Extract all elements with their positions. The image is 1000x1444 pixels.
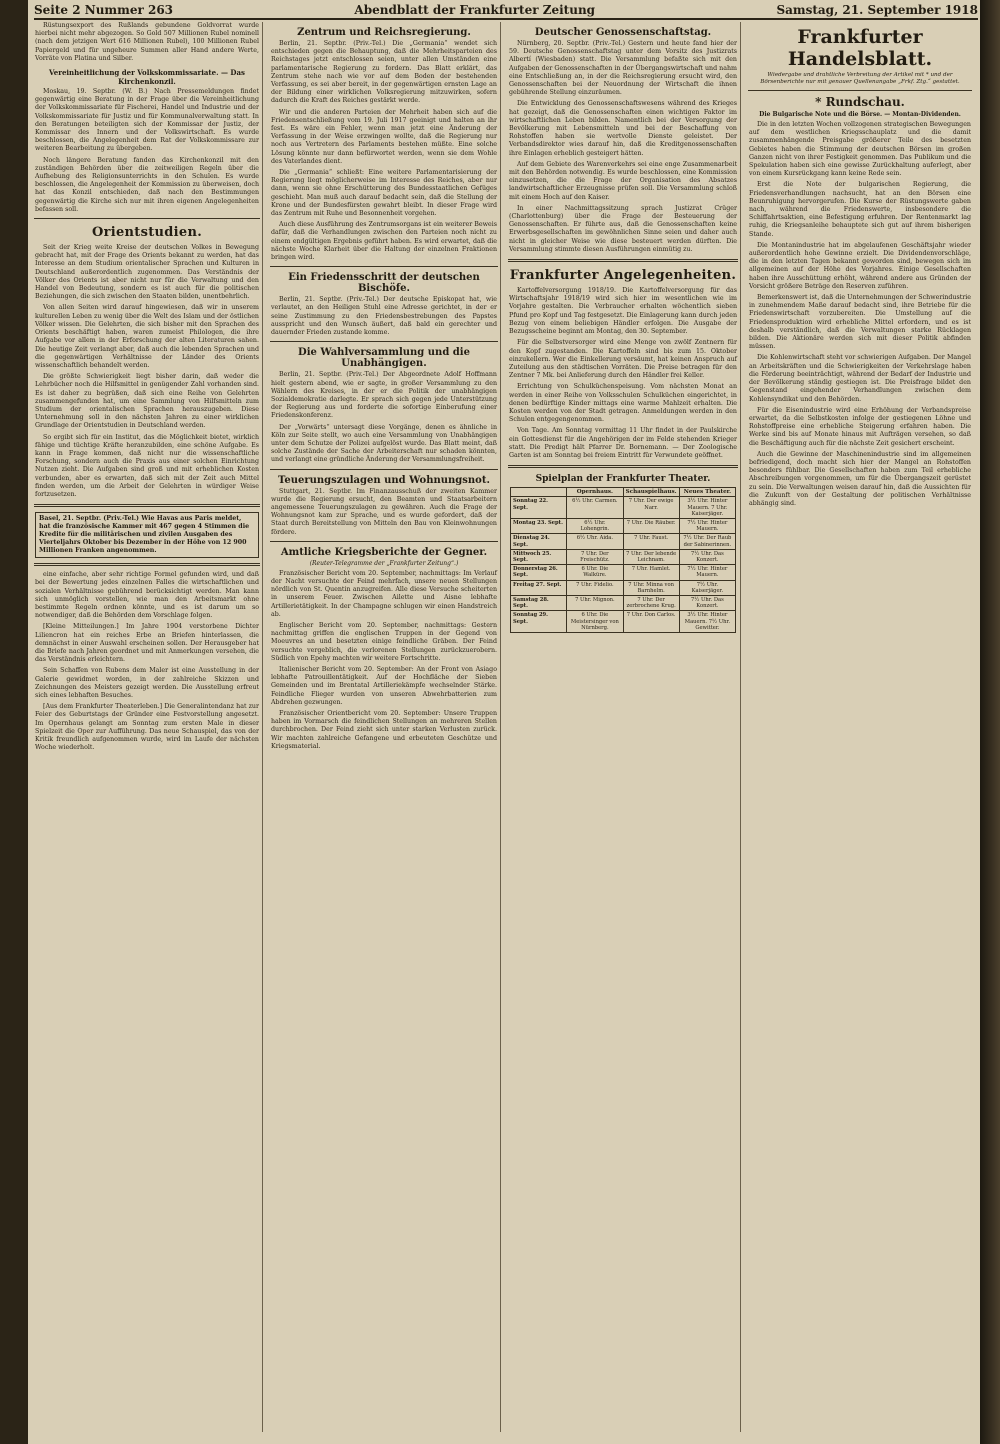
article-text: Für die Selbstversorger wird eine Menge von zwölf Zentnern für den Kopf zugestanden. Die Kartoffeln sind bis zum 15. Oktober einzukellern. Wer die Einkellerung versäumt, hat keinen Anspruch auf Zuteilung aus den städtischen Vorräten. Die Preise betragen für den Zentner 7 Mk. bei Anlieferung durch den Händler frei Keller.	[509, 339, 737, 380]
article-text: Nürnberg, 20. Septbr. (Priv.-Tel.) Gestern und heute fand hier der 59. Deutsche Genossenschaftstag unter dem Vorsitz des Justizrats Albertí (Wiesbaden) statt. Die Versammlung befaßte sich mit den Aufgaben der Genossenschaften in der Übergangswirtschaft und nahm eine Entschließung an, in der die Reichsregierung ersucht wird, den Genossenschaften bei der Neuordnung der Wirtschaft die ihnen gebührende Stellung einzuräumen.	[509, 40, 737, 97]
theater-schedule-table	[510, 487, 736, 633]
issue-date: Samstag, 21. September 1918	[776, 3, 978, 17]
table-cell-oper: 7 Uhr. Mignon.	[567, 595, 623, 610]
divider	[270, 469, 498, 470]
table-row	[511, 565, 736, 580]
article-text: Die Kohlenwirtschaft steht vor schwierigen Aufgaben. Der Mangel an Arbeitskräften und die Schwierigkeiten der Verkehrslage haben die Förderung beeinträchtigt, während der Bedarf der Industrie und der Bevölkerung ständig gestiegen ist. Die Preisfrage bildet den Gegenstand eingehender Verhandlungen zwischen dem Kohlensyndikat und den Behörden.	[749, 354, 971, 403]
table-cell-schau: 7 Uhr. Faust.	[623, 534, 679, 549]
article-text: eine einfache, aber sehr richtige Formel gefunden wird, und daß bei der Bewertung jedes einzelnen Falles die wirtschaftlichen und sozialen Verhältnisse gebührend berücksichtigt werden. Man kann sich unmöglich vorstellen, wie man den Arbeitsmarkt ohne bestimmte Regeln ordnen könnte, und es ist darum um so notwendiger, daß die Behörden dem Vorschlage folgen.	[35, 571, 259, 620]
section-title: Frankfurter Angelegenheiten.	[509, 268, 737, 284]
article-text: Die Entwicklung des Genossenschaftswesens während des Krieges hat gezeigt, daß die Genossenschaften einen wichtigen Faktor im wirtschaftlichen Leben bilden. Namentlich bei der Versorgung der Bevölkerung mit Lebensmitteln und bei der Beschaffung von Rohstoffen haben sie wertvolle Dienste geleistet. Der Verbandsdirektor wies darauf hin, daß die Kreditgenossenschaften ihre Einlagen erheblich gesteigert hätten.	[509, 100, 737, 157]
table-cell-schau: 7 Uhr. Der ewige Narr.	[623, 497, 679, 519]
table-cell-neues: 7½ Uhr. Das Konzert.	[679, 595, 735, 610]
table-cell-neues: 7½ Uhr. Das Konzert.	[679, 549, 735, 564]
article-text: In einer Nachmittagssitzung sprach Justizrat Crüger (Charlottenburg) über die Frage der Besteuerung der Genossenschaften. Er führte aus, daß die Genossenschaften keine Erwerbsgesellschaften im gewöhnlichen Sinne seien und daher auch nicht in gleicher Weise wie diese besteuert werden dürften. Die Versammlung stimmte diesen Ausführungen einmütig zu.	[509, 204, 737, 253]
article-text: Stuttgart, 21. Septbr. Im Finanzausschuß der zweiten Kammer wurde die Regierung ersucht, den Beamten und Staatsarbeitern angemessene Teuerungszulagen zu gewähren. Auch die Frage der Wohnungsnot kam zur Sprache, und es wurde gefordert, daß der Staat durch Bereitstellung von Mitteln den Bau von Kleinwohnungen fördere.	[271, 487, 497, 536]
column-2	[268, 22, 501, 1432]
article-text: Kartoffelversorgung 1918/19. Die Kartoffelversorgung für das Wirtschaftsjahr 1918/19 wird sich hier im wesentlichen wie im Vorjahre gestalten. Die Verbraucher erhalten wöchentlich sieben Pfund pro Kopf und Tag festgesetzt. Die Einlagerung kann durch jeden Bezug von einem beliebigen Händler erfolgen. Die Ausgabe der Bezugsscheine beginnt am Montag, den 30. September.	[509, 287, 737, 336]
newspaper-page	[28, 0, 980, 1444]
table-cell-day: Freitag 27. Sept.	[511, 580, 567, 595]
table-cell-oper: 6 Uhr. Die Meistersinger von Nürnberg.	[567, 611, 623, 633]
theater-schedule-title: Spielplan der Frankfurter Theater.	[535, 474, 711, 485]
article-text: Die in den letzten Wochen vollzogenen strategischen Bewegungen auf dem westlichen Kriegsschauplatz und die damit zusammenhängende Preisgabe größerer Teile des besetzten Gebietes haben die Stimmung der deutschen Börsen im großen Ganzen nicht von ihrer Festigkeit genommen. Das Publikum und die Spekulation haben sich eine gewisse Zurückhaltung auferlegt, aber von einem Kursrückgang kann keine Rede sein.	[749, 121, 971, 178]
article-source: (Reuter-Telegramme der „Frankfurter Zeitung“.)	[309, 559, 459, 567]
article-text: Italienischer Bericht vom 20. September: An der Front von Asiago lebhafte Patrouillentätigkeit. Auf der Hochfläche der Sieben Gemeinden und im Brentatal Artilleriekämpfe wechselnder Stärke. Feindliche Flieger wurden von unseren Abwehrbatterien zum Abdrehen gezwungen.	[271, 665, 497, 706]
table-header	[511, 488, 567, 497]
divider	[508, 259, 738, 262]
table-cell-neues: 7½ Uhr. Hinter Mauern.	[679, 518, 735, 533]
article-text: Auch die Gewinne der Maschinenindustrie sind im allgemeinen befriedigend, doch macht sich hier der Mangel an Rohstoffen besonders fühlbar. Die Gesellschaften haben zum Teil erhebliche Abschreibungen vorgenommen, um für die Übergangszeit gerüstet zu sein. Die Verwaltungen weisen darauf hin, daß die Aussichten für die Zukunft von der Gestaltung der politischen Verhältnisse abhängig sind.	[749, 450, 971, 507]
divider	[508, 465, 738, 468]
article-text: Bemerkenswert ist, daß die Unternehmungen der Schwerindustrie in zunehmendem Maße darauf bedacht sind, ihre Betriebe für die Friedenswirtschaft vorzubereiten. Die Umstellung auf die Friedensproduktion wird erhebliche Mittel erfordern, und es ist deshalb verständlich, daß die Verwaltungen starke Rücklagen bilden. Die Aktionäre werden sich mit dieser Politik abfinden müssen.	[749, 294, 971, 351]
table-cell-oper: 6½ Uhr. Aida.	[567, 534, 623, 549]
table-row	[511, 549, 736, 564]
table-cell-day: Mittwoch 25. Sept.	[511, 549, 567, 564]
divider	[270, 541, 498, 542]
article-text: Wir und die anderen Parteien der Mehrheit haben sich auf die Friedensentschließung vom 19. Juli 1917 geeinigt und halten an ihr fest. Es wäre ein Fehler, wenn man jetzt eine Änderung der Verfassung in der Weise erzwingen wollte, daß die Regierung nur noch aus Vertretern des Parlaments bestehen müßte. Eine solche Lösung könnte nur dann befürwortet werden, wenn sie dem Wohle des Vaterlandes dient.	[271, 108, 497, 165]
table-header: Schauspielhaus.	[623, 488, 679, 497]
article-text: Englischer Bericht vom 20. September, nachmittags: Gestern nachmittag griffen die englischen Truppen in der Gegend von Moeuvres an und besetzten einige feindliche Gräben. Der Feind versuchte vergeblich, die verlorenen Stellungen zurückzuerobern. Südlich von Epehy machten wir weitere Fortschritte.	[271, 621, 497, 662]
article-text: Sein Schaffen von Rubens dem Maler ist eine Ausstellung in der Galerie gewidmet worden, in der zahlreiche Skizzen und Zeichnungen des Meisters gezeigt werden. Die Ausstellung erfreut sich eines lebhaften Besuches.	[35, 667, 259, 699]
table-cell-neues: 7½ Uhr. Hinter Mauern.	[679, 565, 735, 580]
table-cell-neues: 7½ Uhr. Kaiserjäger.	[679, 580, 735, 595]
section-title: Frankfurter Handelsblatt.	[787, 26, 933, 70]
article-text: Erst die Note der bulgarischen Regierung, die Friedensverhandlungen nachsucht, hat an den Börsen eine Beunruhigung hervorgerufen. Die Kurse der Rüstungswerte gaben nach, während die Friedenswerte, insbesondere die Schiffahrtsaktien, eine Befestigung erfuhren. Der Rentenmarkt lag ruhig, die Kriegsanleihe behauptete sich gut auf ihrem bisherigen Stande.	[749, 181, 971, 238]
article-text: [Kleine Mitteilungen.] Im Jahre 1904 verstorbene Dichter Liliencron hat ein reiches Erbe an Briefen hinterlassen, die demnächst in einer Auswahl erscheinen sollen. Der Herausgeber hat die Briefe nach Jahren geordnet und mit Anmerkungen versehen, die das Verständnis erleichtern.	[35, 623, 259, 664]
article-text: [Aus dem Frankfurter Theaterleben.] Die Generalintendanz hat zur Feier des Geburtstags der Gründer eine Festvorstellung angesetzt. Im Opernhaus gelangt am Sonntag zum ersten Male in dieser Spielzeit die Oper zur Aufführung. Das neue Schauspiel, das von der Kritik freundlich aufgenommen wurde, wird im Laufe der nächsten Woche wiederholt.	[35, 703, 259, 752]
divider	[270, 341, 498, 342]
table-cell-day: Sonntag 22. Sept.	[511, 497, 567, 519]
table-header: Opernhaus.	[567, 488, 623, 497]
article-text: Die Montanindustrie hat im abgelaufenen Geschäftsjahr wieder außerordentlich hohe Gewinne erzielt. Die Dividendenvorschläge, die in den letzten Tagen bekannt geworden sind, bewegen sich im allgemeinen auf der Höhe des Vorjahres. Einige Gesellschaften haben ihre Ausschüttung erhöht, während andere aus Gründen der Vorsicht größere Beträge den Reserven zuführen.	[749, 241, 971, 290]
table-cell-oper: 7 Uhr. Der Freischütz.	[567, 549, 623, 564]
table-cell-schau: 7 Uhr. Minna von Barnhelm.	[623, 580, 679, 595]
divider	[270, 266, 498, 267]
table-cell-schau: 7 Uhr. Der lebende Leichnam.	[623, 549, 679, 564]
table-cell-day: Montag 23. Sept.	[511, 518, 567, 533]
table-row	[511, 595, 736, 610]
table-cell-neues: 7½ Uhr. Der Raub der Sabinerinnen.	[679, 534, 735, 549]
article-headline: * Rundschau.	[815, 95, 905, 109]
article-text: Die „Germania“ schließt: Eine weitere Parlamentarisierung der Regierung liegt möglicherweise im Interesse des Reiches, aber nur dann, wenn sie ohne Erschütterung des Bundesstaatlichen Gefüges geschieht. Man muß auch darauf bedacht sein, daß die Stellung der Krone und der Bundesfürsten gewahrt bleibt. In dieser Frage wird das Zentrum mit Ruhe und Besonnenheit vorgehen.	[271, 169, 497, 218]
article-headline: Deutscher Genossenschaftstag.	[534, 27, 712, 38]
article-text: Die größte Schwierigkeit liegt bisher darin, daß weder die Lehrbücher noch die Hilfsmittel in genügender Zahl vorhanden sind. Es ist daher zu begrüßen, daß sich eine Reihe von Gelehrten zusammengefunden hat, um eine Sammlung von Hilfsmitteln zum Studium der orientalischen Sprachen herauszugeben. Diese Unternehmung soll in den nächsten Jahren zu einer wirklichen Grundlage der Orientstudien in Deutschland werden.	[35, 373, 259, 430]
divider	[34, 504, 260, 507]
article-text: Moskau, 19. Septbr. (W. B.) Nach Pressemeldungen findet gegenwärtig eine Beratung in der Frage über die Vereinheitlichung der Volkskommissariate für Fischerei, Handel und Industrie und der Volkskommissariate für Justiz und für Kommunalverwaltung statt. In den Beratungen beteiligten sich der Kommissar der Justiz, der Kommissar des Innern und der Volkswirtschaft. Es wurde beschlossen, die Angelegenheit dem Rat der Volkskommissare zur weiteren Bearbeitung zu übergeben.	[35, 88, 259, 153]
article-text: Von Tage. Am Sonntag vormittag 11 Uhr findet in der Paulskirche ein Gottesdienst für die Angehörigen der im Felde stehenden Krieger statt. Die Predigt hält Pfarrer Dr. Bornemann. — Der Zoologische Garten ist am Sonntag bei freiem Eintritt für Verwundete geöffnet.	[509, 427, 737, 459]
column-1	[32, 22, 263, 1432]
table-cell-neues: 3½ Uhr. Hinter Mauern. 7½ Uhr. Gewitter.	[679, 611, 735, 633]
table-cell-schau: 7 Uhr. Die Räuber.	[623, 518, 679, 533]
article-headline: Zentrum und Reichsregierung.	[297, 27, 471, 38]
table-cell-oper: 6 Uhr. Die Walküre.	[567, 565, 623, 580]
article-text: Errichtung von Schulküchenspeisung. Vom nächsten Monat an werden in einer Reihe von Volksschulen Schulküchen eingerichtet, in denen bedürftige Kinder mittags eine warme Mahlzeit erhalten. Die Kosten werden von der Stadt getragen. Anmeldungen werden in den Schulen entgegengenommen.	[509, 383, 737, 424]
table-cell-day: Dienstag 24. Sept.	[511, 534, 567, 549]
article-text: Für die Eisenindustrie wird eine Erhöhung der Verbandspreise erwartet, da die Selbstkosten infolge der gestiegenen Löhne und Rohstoffpreise eine erhebliche Steigerung erfahren haben. Die Werke sind bis auf Monate hinaus mit Aufträgen versehen, so daß die Beschäftigung auch für die nächste Zeit gesichert erscheint.	[749, 406, 971, 447]
divider	[748, 90, 972, 91]
article-headline: Vereinheitlichung der Volkskommissariate. — Das Kirchenkonzil.	[49, 68, 245, 87]
section-title: Orientstudien.	[91, 225, 203, 241]
article-text: Seit der Krieg weite Kreise der deutschen Volkes in Bewegung gebracht hat, mit der Frage des Orients bekannt zu werden, hat das Interesse an dem Studium orientalischer Sprachen und Kulturen in Deutschland außerordentlich zugenommen. Das Verständnis der Völker des Orients ist aber nicht nur für die Verwaltung und den Handel von Bedeutung, sondern es ist auch für die politischen Beziehungen, die sich zwischen den Staaten bilden, unentbehrlich.	[35, 244, 259, 301]
article-headline: Amtliche Kriegsberichte der Gegner.	[280, 546, 488, 558]
table-cell-oper: 6½ Uhr. Carmen.	[567, 497, 623, 519]
table-cell-day: Samstag 28. Sept.	[511, 595, 567, 610]
table-header: Neues Theater.	[679, 488, 735, 497]
page-number: Seite 2 Nummer 263	[34, 3, 174, 17]
table-row	[511, 580, 736, 595]
article-headline: Ein Friedensschritt der deutschen Bischöfe.	[288, 272, 480, 295]
article-text: Französischer Bericht vom 20. September, nachmittags: Im Verlauf der Nacht versuchte der Feind mehrfach, unsere neuen Stellungen nördlich von St. Quentin anzugreifen. Alle diese Versuche scheiterten in unserem Feuer. Zwischen Ailette und Aisne lebhafte Artillerietätigkeit. In der Champagne schlugen wir einen Handstreich ab.	[271, 569, 497, 618]
table-row	[511, 518, 736, 533]
table-cell-oper: 7 Uhr. Fidelio.	[567, 580, 623, 595]
article-text: So ergibt sich für ein Institut, das die Möglichkeit bietet, wirklich fähige und tüchtige Kräfte heranzubilden, eine schöne Aufgabe. Es kann in Frage kommen, daß nicht nur die wissenschaftliche Forschung, sondern auch die Praxis aus einer solchen Einrichtung Nutzen zieht. Die Aufgaben sind groß und mit erheblichen Kosten verbunden, aber es erwarten, daß sich mit der Zeit auch Mittel finden werden, um die Arbeit der Gelehrten in würdiger Weise fortzusetzen.	[35, 433, 259, 498]
copyright-note: Wiedergabe und drahtliche Verbreitung der Artikel mit * und der Börsenberichte nur mit genauer Quellenangabe „Frkf. Ztg.“ gestattet.	[760, 72, 960, 85]
table-row	[511, 497, 736, 519]
table-cell-schau: 7 Uhr. Der zerbrochene Krug.	[623, 595, 679, 610]
table-row	[511, 611, 736, 633]
article-text: Rüstungsexport des Rußlands gebundene Goldvorrat wurde hierbei nicht mehr abgezogen. So Gold 507 Millionen Rubel nominell (nach dem jetzigen Wert 616 Millionen Rubel), 100 Millionen Rubel Papiergeld und für ungeheure Summen aller Hand andere Werte, Vorräte von Platina und Silber.	[35, 22, 259, 62]
article-text: Berlin, 21. Septbr. (Priv.-Tel.) Der Abgeordnete Adolf Hoffmann hielt gestern abend, wie er sagte, in großer Versammlung zu den Wählern des Kreises, in der er die Politik der unabhängigen Sozialdemokratie darlegte. Er sprach sich gegen jede Unterstützung der Regierung aus und forderte die sofortige Einberufung einer Friedenskonferenz.	[271, 371, 497, 420]
article-text: Berlin, 21. Septbr. (Priv.-Tel.) Der deutsche Episkopat hat, wie verlautet, an den Heiligen Stuhl eine Adresse gerichtet, in der er seine Zustimmung zu den Friedensbestrebungen des Papstes ausspricht und den Wunsch äußert, daß bald ein gerechter und dauernder Frieden zustande komme.	[271, 296, 497, 337]
article-headline: Teuerungszulagen und Wohnungsnot.	[278, 474, 490, 486]
news-box: Basel, 21. Septbr. (Priv.-Tel.) Wie Havas aus Paris meldet, hat die französische Kammer mit 467 gegen 4 Stimmen die Kredite für die militärischen und zivilen Ausgaben des Vierteljahrs Oktober bis Dezember in der Höhe von 12 900 Millionen Franken angenommen.	[35, 512, 259, 558]
table-cell-schau: 7 Uhr. Hamlet.	[623, 565, 679, 580]
masthead	[34, 2, 978, 20]
article-subheadline: Die Bulgarische Note und die Börse. — Montan-Dividenden.	[759, 111, 961, 118]
table-cell-neues: 3½ Uhr. Hinter Mauern. 7 Uhr. Kaiserjäger.	[679, 497, 735, 519]
column-3	[506, 22, 741, 1432]
article-headline: Die Wahlversammlung und die Unabhängigen.	[298, 347, 470, 370]
article-text: Auch diese Ausführung des Zentrumsorgans ist ein weiterer Beweis dafür, daß die Verhandlungen zwischen den Parteien noch nicht zu einem endgültigen Ergebnis geführt haben. Es wird erwartet, daß die nächste Woche Klarheit über die Haltung der einzelnen Fraktionen bringen wird.	[271, 221, 497, 262]
table-cell-day: Sonntag 29. Sept.	[511, 611, 567, 633]
newspaper-title: Abendblatt der Frankfurter Zeitung	[354, 3, 596, 17]
table-cell-day: Donnerstag 26. Sept.	[511, 565, 567, 580]
column-4	[746, 22, 974, 1432]
theater-table-body	[511, 497, 736, 633]
table-row	[511, 534, 736, 549]
article-text: Der „Vorwärts“ untersagt diese Vorgänge, denen es ähnliche in Köln zur Seite stellt, wo auch eine Versammlung von Unabhängigen unter dem Schutze der Polizei aufgelöst wurde. Das Blatt meint, daß solche Zustände der Sache der Arbeiterschaft nur schaden könnten, und verlangt eine gründliche Änderung der Versammlungsfreiheit.	[271, 423, 497, 464]
page-binding	[980, 0, 1000, 1444]
article-text: Noch längere Beratung fanden das Kirchenkonzil mit den zuständigen Behörden über die zeitweiligen Regeln über die Aufhebung des Religionsunterrichts in den Schulen. Es wurde beschlossen, die Angelegenheit der Kommission zu überweisen, doch hat das Konzil entschieden, daß nach den Bestimmungen gegenwärtig die Kirche sich nur mit ihren eigenen Angelegenheiten befassen soll.	[35, 156, 259, 213]
divider	[34, 218, 260, 219]
article-text: Französischer Orientbericht vom 20. September: Unsere Truppen haben im Vormarsch die feindlichen Stellungen an mehreren Stellen durchbrochen. Der Feind zieht sich unter starken Verlusten zurück. Wir machten zahlreiche Gefangene und erbeuteten Geschütze und Kriegsmaterial.	[271, 710, 497, 750]
article-text: Von allen Seiten wird darauf hingewiesen, daß wir in unserem kulturellen Leben zu wenig über die Welt des Islam und der östlichen Völker wissen. Die Gelehrten, die sich bisher mit den Sprachen des Orients beschäftigt haben, waren zumeist Philologen, die ihre Aufgabe vor allem in der Erforschung der alten Literaturen sahen. Die heutige Zeit verlangt aber, daß auch die lebenden Sprachen und die gegenwärtigen Verhältnisse der Länder des Orients wissenschaftlich behandelt werden.	[35, 304, 259, 369]
article-text: Auf dem Gebiete des Warenverkehrs sei eine enge Zusammenarbeit mit den Behörden notwendig. Es wurde beschlossen, eine Kommission einzusetzen, die die Frage der Organisation des Absatzes landwirtschaftlicher Erzeugnisse prüfen soll. Die Versammlung schloß mit einem Hoch auf den Kaiser.	[509, 160, 737, 201]
divider	[34, 563, 260, 566]
table-cell-oper: 6½ Uhr. Lohengrin.	[567, 518, 623, 533]
table-cell-schau: 7 Uhr. Don Carlos.	[623, 611, 679, 633]
article-text: Berlin, 21. Septbr. (Priv.-Tel.) Die „Germania“ wendet sich entschieden gegen die Behauptung, daß die Mehrheitsparteien des Reichstages jetzt entschlossen seien, unter allen Umständen eine parlamentarische Regierung zu fordern. Das Blatt erklärt, das Zentrum stehe nach wie vor auf dem Boden der bestehenden Verfassung, es sei aber bereit, in der gegenwärtigen ernsten Lage an der Bildung einer wirklichen Volksregierung mitzuwirken, sofern dadurch die Kraft des Reiches gestärkt werde.	[271, 40, 497, 105]
